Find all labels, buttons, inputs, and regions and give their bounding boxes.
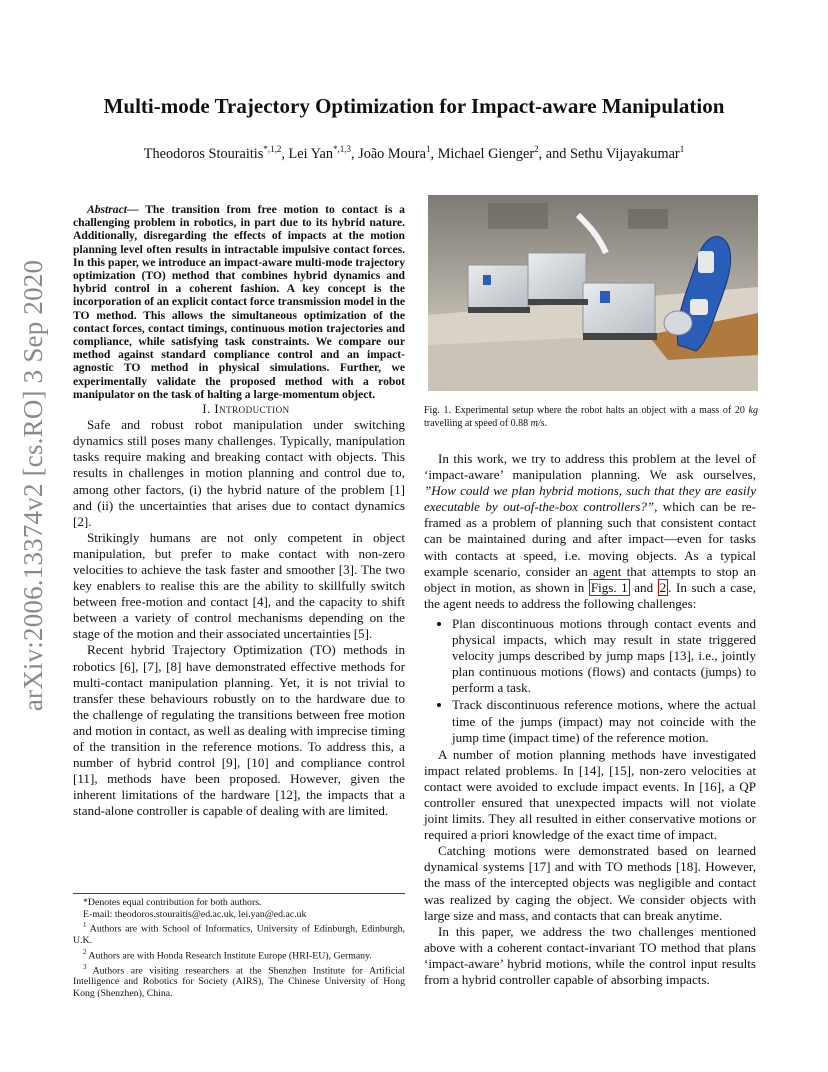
background-equipment	[488, 203, 548, 229]
cart-base	[528, 299, 588, 305]
body-paragraph: Recent hybrid Trajectory Optimization (TO) methods in robotics [6], [7], [8] have demonstrated effective methods for multi-contact manipulation planning. Yet, it is not trivial to transfer these behaviours robustly on to the hardware due to the challenge of regulating the transitions between free motion and motion in contact, as well as dealing with imprecise timing of the transition in the reference motions. To address this, a number of hybrid control [9], [10] and compliance control [11], methods have been proposed. However, given the inherent limitations of the hardware [12], the impacts that a stand-alone controller is capable of dealing with are limited.	[73, 642, 405, 819]
figure-reference-link[interactable]: Figs. 1	[590, 579, 628, 595]
figure-caption	[424, 405, 758, 430]
cart-box	[528, 253, 586, 301]
body-paragraph: Strikingly humans are not only competent in object manipulation, but prefer to make contact with non-zero velocities to achieve the task faster and smoother [3]. The two key enablers to realise this are the ability to skillfully switch between free-motion and contact [4], and the capacity to shift between a variety of control mechanisms depending on the stage of the motion and their associated uncertainties [5].	[73, 529, 405, 642]
section-title: Introduction	[214, 402, 290, 417]
footnote-affiliation-1	[73, 920, 405, 946]
footnote-text: Authors are visiting researchers at the Shenzhen Institute for Artificial Intelligence and Robotics for Society (AIRS), The Chinese University of Hong Kong (Shenzhen), China.	[73, 964, 405, 999]
author-separator: , and	[538, 145, 571, 162]
caption-text: travelling at speed of 0.88	[424, 417, 531, 429]
author-affiliation: 2	[534, 144, 539, 154]
footnote-equal-contribution: *Denotes equal contribution for both authors.	[83, 897, 262, 908]
author-list	[60, 144, 768, 163]
background-equipment	[628, 209, 668, 229]
author-affiliation: *,1,3	[332, 144, 351, 154]
cart-box	[583, 283, 655, 335]
footnotes	[73, 893, 405, 1000]
paper-title: Multi-mode Trajectory Optimization for Impact-aware Manipulation	[103, 94, 725, 118]
author-separator: ,	[350, 145, 359, 162]
body-paragraph: Catching motions were demonstrated based on learned dynamical systems [17] and with TO methods [18]. However, the mass of the intercepted objects was negligible and contact was realized by caging the object. We consider objects with large size and mass, and contacts that can break anytime.	[424, 843, 756, 923]
paragraph-text: In this work, we try to address this problem at the level of ‘impact-aware’ manipulation planning. We ask ourselves,	[424, 451, 756, 483]
body-paragraph: In this paper, we address the two challenges mentioned above with a coherent contact-invariant TO method that plans ‘impact-aware’ hybrid motions, while the control input results from a hybrid controller capable of absorbing impacts.	[424, 923, 756, 987]
cart-base	[583, 333, 657, 340]
footnote-text: Authors are with School of Informatics, University of Edinburgh, Edinburgh, U.K.	[73, 923, 405, 947]
caption-unit: kg	[748, 405, 758, 416]
author-separator: ,	[430, 145, 438, 162]
body-paragraph	[424, 451, 756, 612]
abstract-text: The transition from free motion to contact is a challenging problem in robotics, in part due to its hybrid nature. Additionally, disregarding the effects of impacts at the motion planning level often results in intractable impulsive contact forces. In this paper, we introduce an impact-aware multi-mode trajectory optimization (TO) method that combines hybrid dynamics and hybrid control in a coherent fashion. A key concept is the incorporation of an explicit contact force transmission model in the TO method. This allows the simultaneous optimization of the contact forces, contact timings, continuous motion trajectories and compliance, while satisfying task constraints. We compare our method against standard compliance control and an impact-agnostic TO method in physical simulations. Further, we experimentally validate the proposed method with a robot manipulator on the task of halting a large-momentum object.	[73, 203, 405, 401]
cart-base	[468, 307, 530, 313]
footnote-text: Authors are with Honda Research Institute Europe (HRI-EU), Germany.	[86, 949, 372, 961]
caption-text: Fig. 1. Experimental setup where the robot halts an object with a mass of 20	[424, 405, 749, 416]
footnote-email: E-mail: theodoros.stouraitis@ed.ac.uk, lei.yan@ed.ac.uk	[83, 908, 307, 920]
robot-joint	[698, 251, 714, 273]
author-name: Lei Yan	[288, 145, 333, 162]
figure-reference-link[interactable]: 2	[659, 579, 667, 595]
experimental-setup-photo	[428, 195, 758, 391]
arxiv-identifier	[10, 259, 58, 711]
right-column	[424, 451, 756, 988]
logo-mark	[483, 275, 491, 285]
logo-mark	[600, 291, 610, 303]
cart-box	[468, 265, 528, 309]
paragraph-text: . In such a case, the agent needs to address the following challenges:	[424, 579, 757, 611]
footnote-marker: 1	[83, 921, 87, 930]
footnote-affiliation-2	[73, 947, 405, 962]
author-name: João Moura	[358, 145, 427, 162]
paragraph-text: , which can be re-framed as a problem of planning such that consistent contact can be maintained during and after impact—even for tasks with contacts at speed, i.e. moving objects. As a typical example scenario, consider an agent that attempts to stop an object in motion, as shown in	[424, 499, 756, 595]
robot-end-effector	[664, 311, 692, 335]
author-name: Sethu Vijayakumar	[570, 145, 680, 162]
abstract-label: Abstract	[87, 203, 127, 216]
author-affiliation: 1	[426, 144, 431, 154]
body-paragraph: Safe and robust robot manipulation under switching dynamics still poses many challenges. Typically, manipulation tasks require making and breaking contact with objects. This results in challenges in motion planning and control due to, among other factors, (i) the hybrid nature of the problem [1] and (ii) the uncertainties that arises due to contact dynamics [2].	[73, 417, 405, 529]
author-affiliation: 1	[679, 144, 685, 154]
photo-illustration	[428, 195, 758, 391]
footnote-marker: 3	[83, 962, 87, 971]
list-item: • Track discontinuous reference motions, where the actual time of the jumps (impact) may not coincide with the jump time (impact time) of the reference motion.	[452, 697, 756, 745]
section-heading	[73, 401, 405, 417]
author-affiliation: *,1,2	[263, 144, 282, 154]
caption-text: .	[544, 417, 548, 429]
footnote-marker: 2	[83, 947, 87, 956]
author-separator: ,	[281, 145, 289, 162]
paragraph-text: and	[629, 579, 658, 595]
caption-unit: m/s	[530, 417, 545, 429]
abstract-dash: —	[126, 203, 146, 216]
challenge-list	[424, 616, 756, 746]
abstract	[73, 203, 405, 401]
list-item: • Plan discontinuous motions through contact events and physical impacts, which may result in state triggered velocity jumps described by jump maps [13], i.e., jointly plan continuous motions (flows) and contacts (jumps) to perform a task.	[452, 616, 756, 696]
left-column	[73, 203, 405, 819]
arxiv-id-text: arXiv:2006.13374v2 [cs.RO] 3 Sep 2020	[18, 259, 49, 711]
author-name: Michael Gienger	[437, 145, 535, 162]
robot-joint	[690, 299, 708, 315]
author-name: Theodoros Stouraitis	[143, 145, 264, 162]
research-question: ”How could we plan hybrid motions, such that they are easily executable by out-of-the-box controllers?”	[424, 483, 756, 515]
section-number: I.	[202, 402, 211, 417]
footnote-affiliation-3	[73, 962, 405, 1000]
body-paragraph: A number of motion planning methods have investigated impact related problems. In [14], [15], non-zero velocities at contact were avoided to exclude impact events. In [16], a QP controller ensured that unexpected impacts will not violate joint limits. They all resulted in either conservative motions or required a priori knowledge of the exact time of impact.	[424, 746, 756, 843]
